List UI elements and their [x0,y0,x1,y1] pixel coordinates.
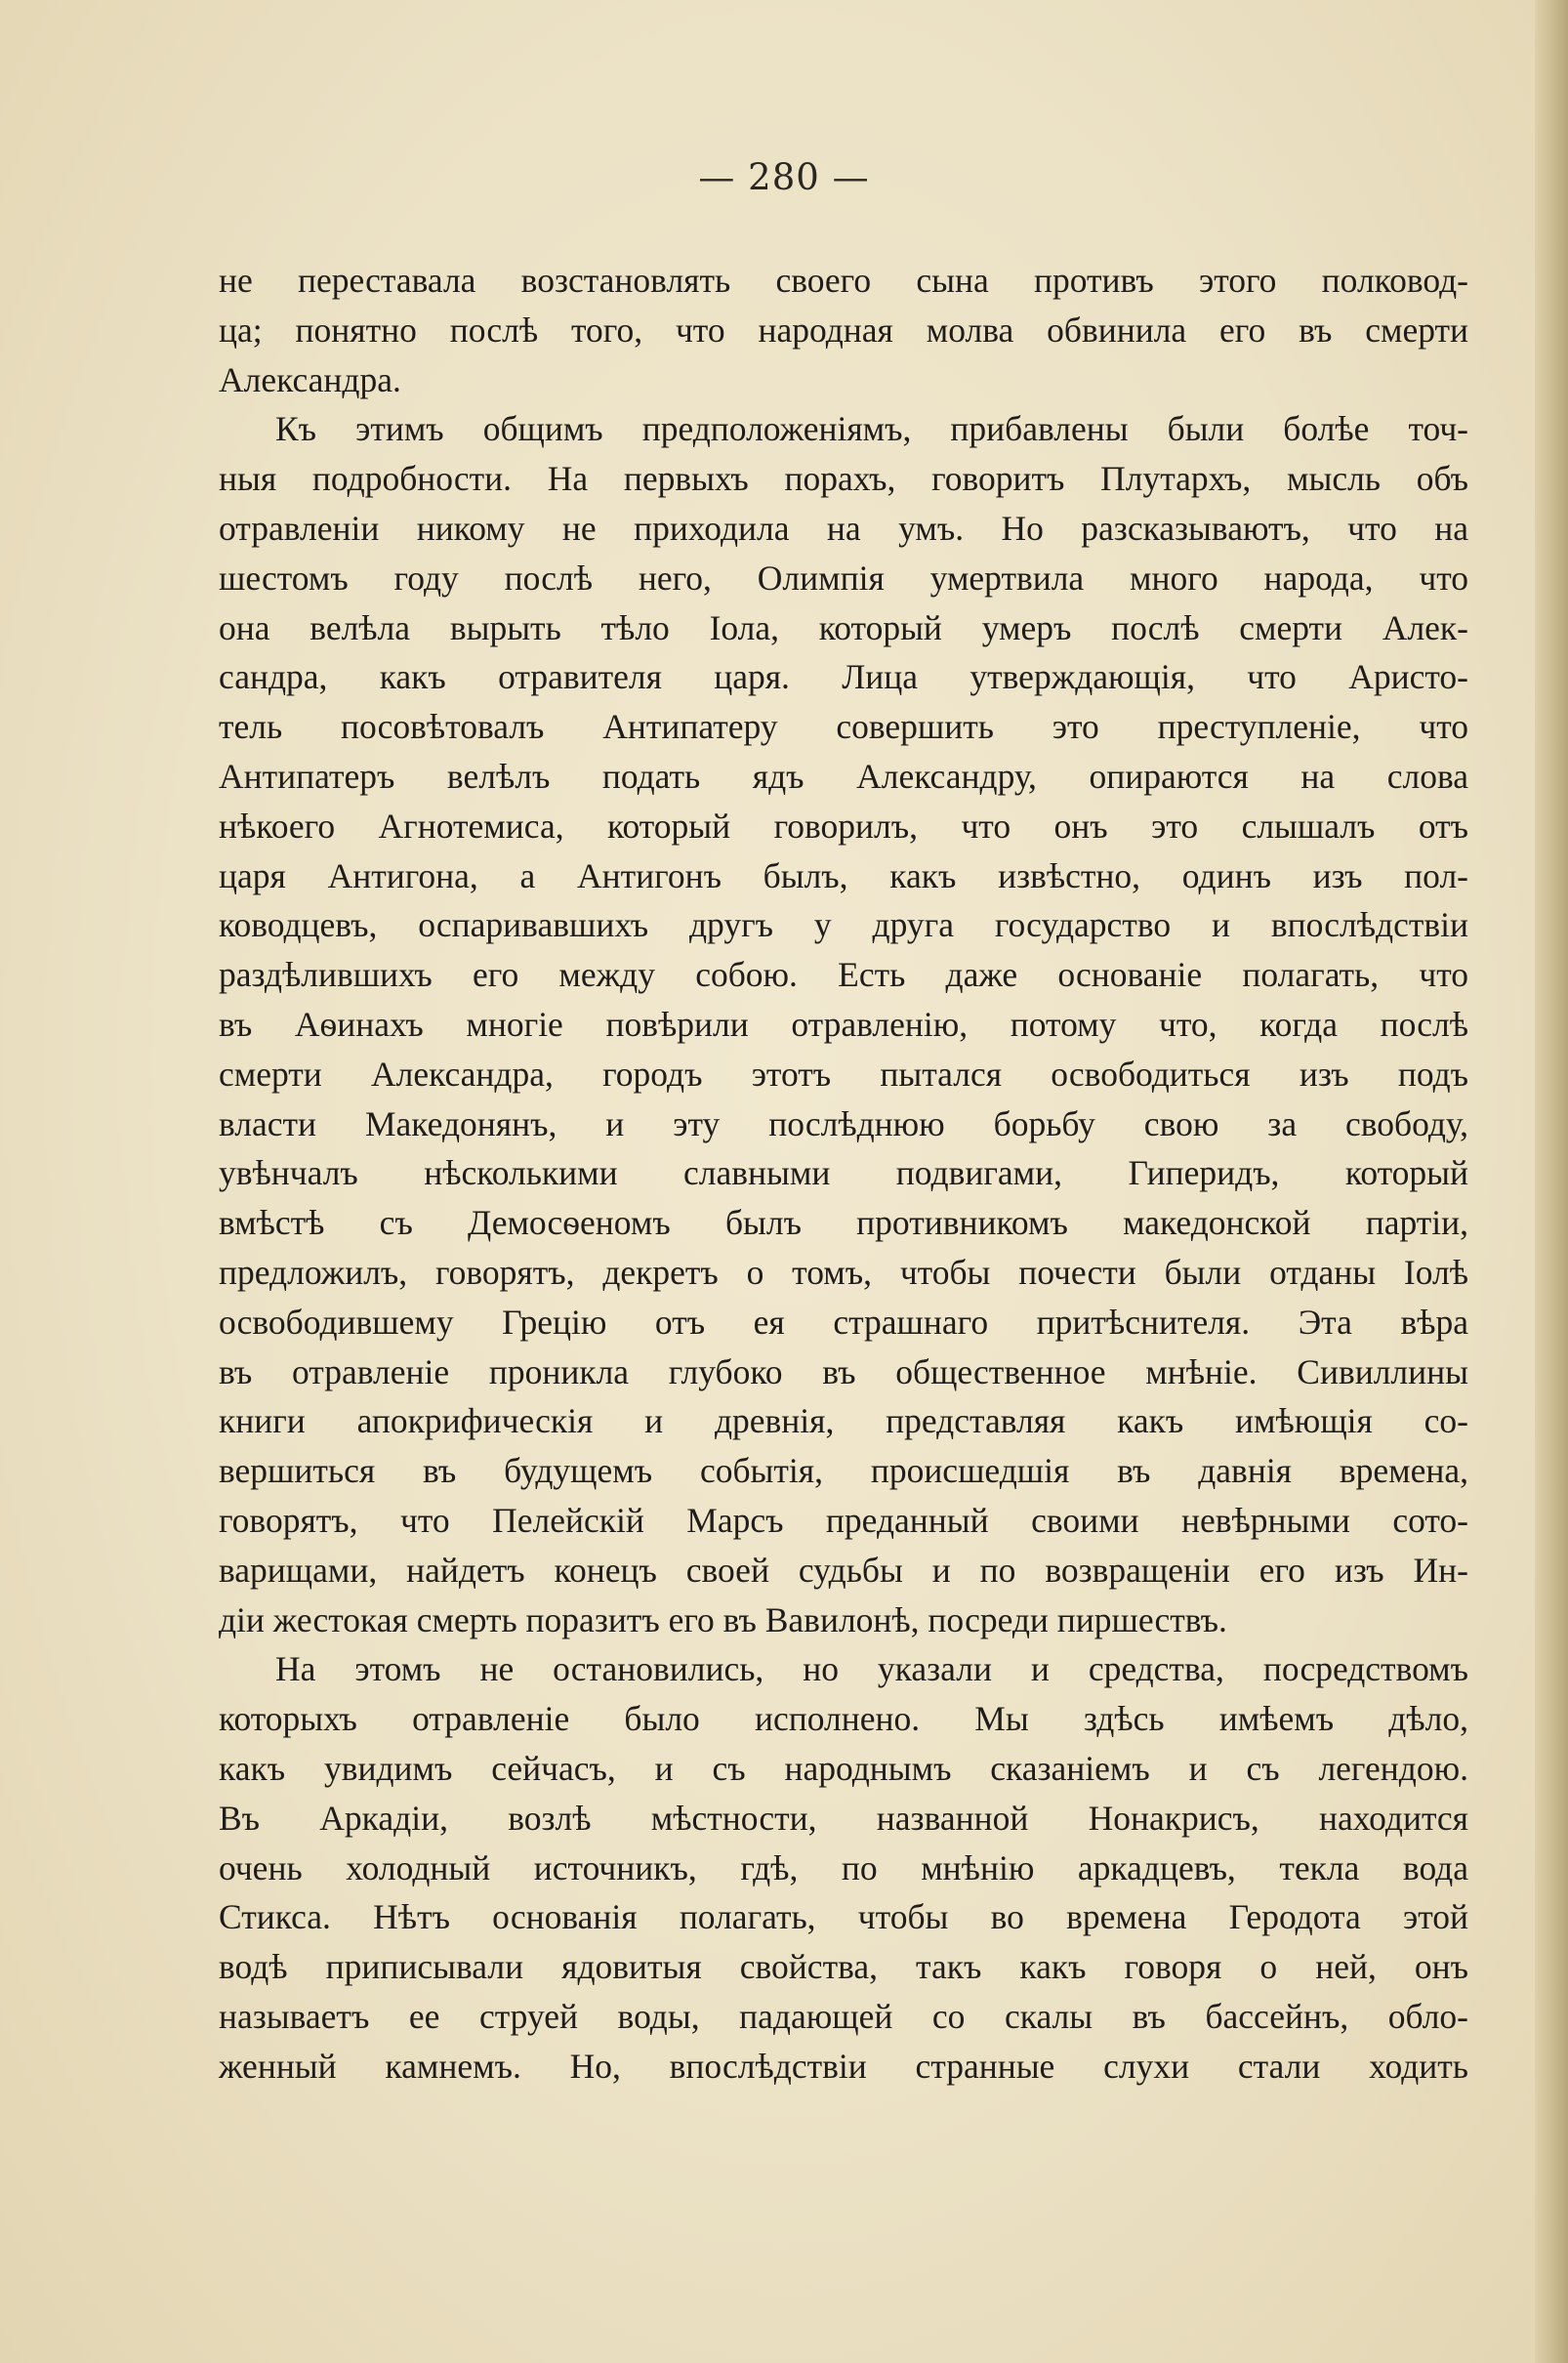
text-line: отравленіи никому не приходила на умъ. Но разсказываютъ, что на [219,508,1468,548]
text-line: ководцевъ, оспаривавшихъ другъ у друга государство и впослѣдствіи [219,905,1468,945]
page-number: — 280 — [698,156,870,198]
text-line: книги апокрифическія и древнія, представляя какъ имѣющія со- [219,1401,1468,1441]
text-line: предложилъ, говорятъ, декретъ о томъ, чтобы почести были отданы Іолѣ [219,1252,1468,1292]
text-line: шестомъ году послѣ него, Олимпія умертвила много народа, что [219,558,1468,598]
text-line: тель посовѣтовалъ Антипатеру совершить это преступленіе, что [219,707,1468,747]
page-edge-shadow [1535,0,1568,2363]
text-line: называетъ ее струей воды, падающей со скалы въ бассейнъ, обло- [219,1996,1468,2036]
text-line: смерти Александра, городъ этотъ пытался освободиться изъ подъ [219,1054,1468,1094]
text-line: нѣкоего Агнотемиса, который говорилъ, что онъ это слышалъ отъ [219,806,1468,846]
text-line: власти Македонянъ, и эту послѣднюю борьбу свою за свободу, [219,1103,1468,1143]
text-line: которыхъ отравленіе было исполнено. Мы здѣсь имѣемъ дѣло, [219,1699,1468,1739]
text-line: царя Антигона, а Антигонъ былъ, какъ извѣстно, одинъ изъ пол- [219,855,1468,895]
text-line: Антипатеръ велѣлъ подать ядъ Александру, опираются на слова [219,756,1468,796]
text-line: водѣ приписывали ядовитыя свойства, такъ какъ говоря о ней, онъ [219,1947,1468,1987]
text-line: женный камнемъ. Но, впослѣдствіи странные слухи стали ходить [219,2046,1468,2086]
text-line: варищами, найдетъ конецъ своей судьбы и по возвращеніи его изъ Ин- [219,1550,1468,1590]
body-text [219,256,1468,2091]
text-line: говорятъ, что Пелейскій Марсъ преданный своими невѣрными сото- [219,1500,1468,1540]
text-line: ца; понятно послѣ того, что народная молва обвинила его въ смерти [219,310,1468,350]
text-line: она велѣла вырыть тѣло Іола, который умеръ послѣ смерти Алек- [219,607,1468,647]
text-line: На этомъ не остановились, но указали и средства, посредствомъ [275,1649,1468,1689]
text-line: освободившему Грецію отъ ея страшнаго притѣснителя. Эта вѣра [219,1302,1468,1342]
text-line: не переставала возстановлять своего сына противъ этого полковод- [219,261,1468,300]
text-line: ныя подробности. На первыхъ порахъ, говоритъ Плутархъ, мысль объ [219,459,1468,499]
text-line: какъ увидимъ сейчасъ, и съ народнымъ сказаніемъ и съ легендою. [219,1748,1468,1788]
text-line: въ отравленіе проникла глубоко въ общественное мнѣніе. Сивиллины [219,1351,1468,1391]
text-line: Стикса. Нѣтъ основанія полагать, чтобы во времена Геродота этой [219,1897,1468,1937]
text-line: очень холодный источникъ, гдѣ, по мнѣнію аркадцевъ, текла вода [219,1847,1468,1887]
text-line: Въ Аркадіи, возлѣ мѣстности, названной Нонакрисъ, находится [219,1798,1468,1838]
text-line: вершиться въ будущемъ событія, происшедшія въ давнія времена, [219,1451,1468,1491]
text-line: раздѣлившихъ его между собою. Есть даже основаніе полагать, что [219,955,1468,995]
text-line: сандра, какъ отравителя царя. Лица утверждающія, что Аристо- [219,657,1468,697]
text-line: Александра. [219,359,401,399]
text-line: діи жестокая смерть поразитъ его въ Вавилонѣ, посреди пиршествъ. [219,1599,1227,1639]
text-line: въ Аѳинахъ многіе повѣрили отравленію, потому что, когда послѣ [219,1004,1468,1044]
text-line: Къ этимъ общимъ предположеніямъ, прибавлены были болѣе точ- [275,409,1468,449]
text-line: вмѣстѣ съ Демосѳеномъ былъ противникомъ македонской партіи, [219,1203,1468,1243]
text-line: увѣнчалъ нѣсколькими славными подвигами, Гиперидъ, который [219,1153,1468,1193]
